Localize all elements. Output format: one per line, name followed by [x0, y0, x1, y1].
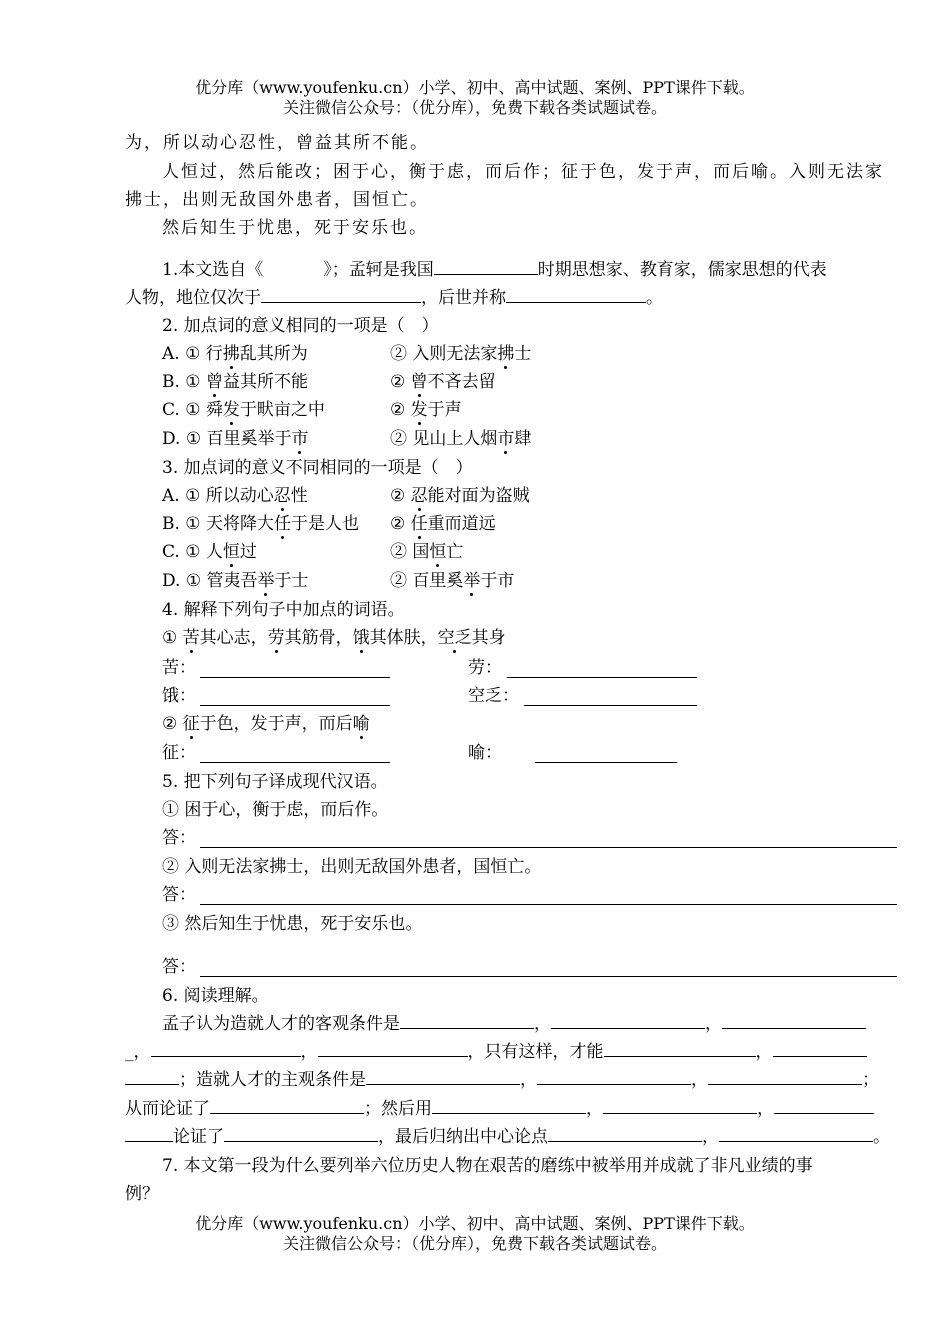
answer-blank[interactable] [432, 1097, 586, 1114]
label-e: 饿： [162, 686, 196, 706]
option-a-right: ② 入则无法家拂士 [390, 344, 532, 364]
label-ku: 苦： [162, 658, 196, 678]
option-d-right: ② 百里奚举于市 [390, 571, 515, 591]
option-c-left: C. ① 人恒过 [162, 542, 257, 562]
question-6-line-4: 从而论证了 ；然后用 ， ， [125, 1097, 874, 1121]
answer-line[interactable] [200, 975, 897, 977]
passage-line: 拂士，出则无敌国外患者，国恒亡。 [125, 190, 429, 210]
answer-label: 答： [162, 957, 196, 977]
answer-blank[interactable] [210, 1097, 364, 1114]
question-6-stem: 6. 阅读理解。 [162, 986, 269, 1006]
answer-label: 答： [162, 885, 196, 905]
answer-line[interactable] [507, 676, 697, 678]
answer-line[interactable] [535, 761, 677, 763]
answer-blank[interactable] [722, 1012, 866, 1029]
label-lao: 劳： [468, 658, 502, 678]
answer-blank[interactable] [551, 1012, 705, 1029]
label-yu: 喻： [468, 743, 502, 763]
option-d-left: D. ① 管夷吾举于士 [162, 571, 309, 591]
question-6-line-5: 论证了 ，最后归纳出中心论点 ， 。 [125, 1125, 890, 1149]
option-a-left: A. ① 所以动心忍性 [162, 486, 308, 506]
answer-blank[interactable] [400, 1012, 534, 1029]
footer-line-1: 优分库（www.youfenku.cn）小学、初中、高中试题、案例、PPT课件下载。 [195, 1214, 755, 1233]
question-5-stem: 5. 把下列句子译成现代汉语。 [162, 772, 388, 792]
label-kongfa: 空乏： [468, 686, 519, 706]
answer-blank[interactable] [125, 1068, 179, 1085]
answer-blank[interactable] [318, 1040, 468, 1057]
question-2-stem: 2. 加点词的意义相同的一项是（ ） [162, 316, 439, 336]
question-7-line-1: 7. 本文第一段为什么要列举六位历史人物在艰苦的磨练中被举用并成就了非凡业绩的事 [162, 1156, 813, 1176]
answer-line[interactable] [524, 704, 697, 706]
answer-blank[interactable] [506, 286, 646, 303]
question-6-line-3: ；造就人才的主观条件是 ， ， ； [125, 1068, 879, 1092]
question-1-line-1: 1.本文选自《 》；孟轲是我国 时期思想家、教育家，儒家思想的代表 [162, 260, 827, 280]
option-b-left: B. ① 天将降大任于是人也 [162, 514, 359, 534]
passage-line: 然后知生于忧患，死于安乐也。 [162, 218, 428, 238]
passage-line: 人恒过，然后能改；困于心，衡于虑，而后作；征于色，发于声，而后喻。入则无法家 [162, 162, 884, 182]
header-line-2: 关注微信公众号：（优分库），免费下载各类试题试卷。 [282, 98, 667, 117]
answer-blank[interactable] [719, 1125, 873, 1142]
answer-blank[interactable] [434, 258, 538, 275]
option-c-right: ② 发于声 [390, 400, 462, 420]
option-d-right: ② 见山上人烟市肆 [390, 429, 532, 449]
answer-line[interactable] [200, 676, 390, 678]
header-line-1: 优分库（www.youfenku.cn）小学、初中、高中试题、案例、PPT课件下载。 [195, 78, 755, 97]
answer-blank[interactable] [548, 1125, 702, 1142]
question-3-stem: 3. 加点词的意义不同相同的一项是（ ） [162, 458, 473, 478]
option-a-left: A. ① 行拂乱其所为 [162, 344, 308, 364]
label-zheng: 征： [162, 743, 196, 763]
option-c-left: C. ① 舜发于畎亩之中 [162, 400, 325, 420]
question-5-sentence-2: ② 入则无法家拂士，出则无敌国外患者，国恒亡。 [162, 857, 542, 877]
answer-blank[interactable] [261, 286, 421, 303]
question-6-line-1: 孟子认为造就人才的客观条件是 ， ， [162, 1012, 866, 1036]
option-a-right: ② 忍能对面为盗贼 [390, 486, 530, 506]
question-5-sentence-3: ③ 然后知生于忧患，死于安乐也。 [162, 914, 423, 934]
answer-blank[interactable] [604, 1040, 756, 1057]
question-5-sentence-1: ① 困于心，衡于虑，而后作。 [162, 800, 389, 820]
answer-line[interactable] [200, 761, 390, 763]
answer-line[interactable] [200, 846, 897, 848]
question-1-line-2: 人物，地位仅次于 ，后世并称 。 [125, 288, 663, 308]
answer-line[interactable] [200, 903, 897, 905]
passage-line: 为，所以动心忍性，曾益其所不能。 [125, 133, 429, 153]
option-d-left: D. ① 百里奚举于市 [162, 429, 309, 449]
answer-label: 答： [162, 828, 196, 848]
question-7-line-2: 例？ [125, 1184, 159, 1204]
option-c-right: ② 国恒亡 [390, 542, 464, 562]
answer-line[interactable] [200, 704, 390, 706]
question-4-sentence-1: ① 苦其心志，劳其筋骨，饿其体肤，空乏其身 [162, 628, 506, 648]
answer-blank[interactable] [708, 1068, 862, 1085]
answer-blank[interactable] [366, 1068, 520, 1085]
option-b-right: ② 曾不吝去留 [390, 372, 496, 392]
answer-blank[interactable] [537, 1068, 691, 1085]
answer-blank[interactable] [603, 1097, 757, 1114]
answer-blank[interactable] [774, 1097, 874, 1114]
question-4-sentence-2: ② 征于色，发于声，而后喻 [162, 714, 370, 734]
question-4-stem: 4. 解释下列句子中加点的词语。 [162, 600, 405, 620]
option-b-left: B. ① 曾益其所不能 [162, 372, 308, 392]
option-b-right: ② 任重而道远 [390, 514, 496, 534]
answer-blank[interactable] [773, 1040, 867, 1057]
answer-blank[interactable] [224, 1125, 378, 1142]
question-6-line-2: _， ， ，只有这样，才能 ， [125, 1040, 867, 1064]
footer-line-2: 关注微信公众号：（优分库），免费下载各类试题试卷。 [282, 1234, 667, 1253]
answer-blank[interactable] [151, 1040, 301, 1057]
answer-blank[interactable] [125, 1125, 173, 1142]
